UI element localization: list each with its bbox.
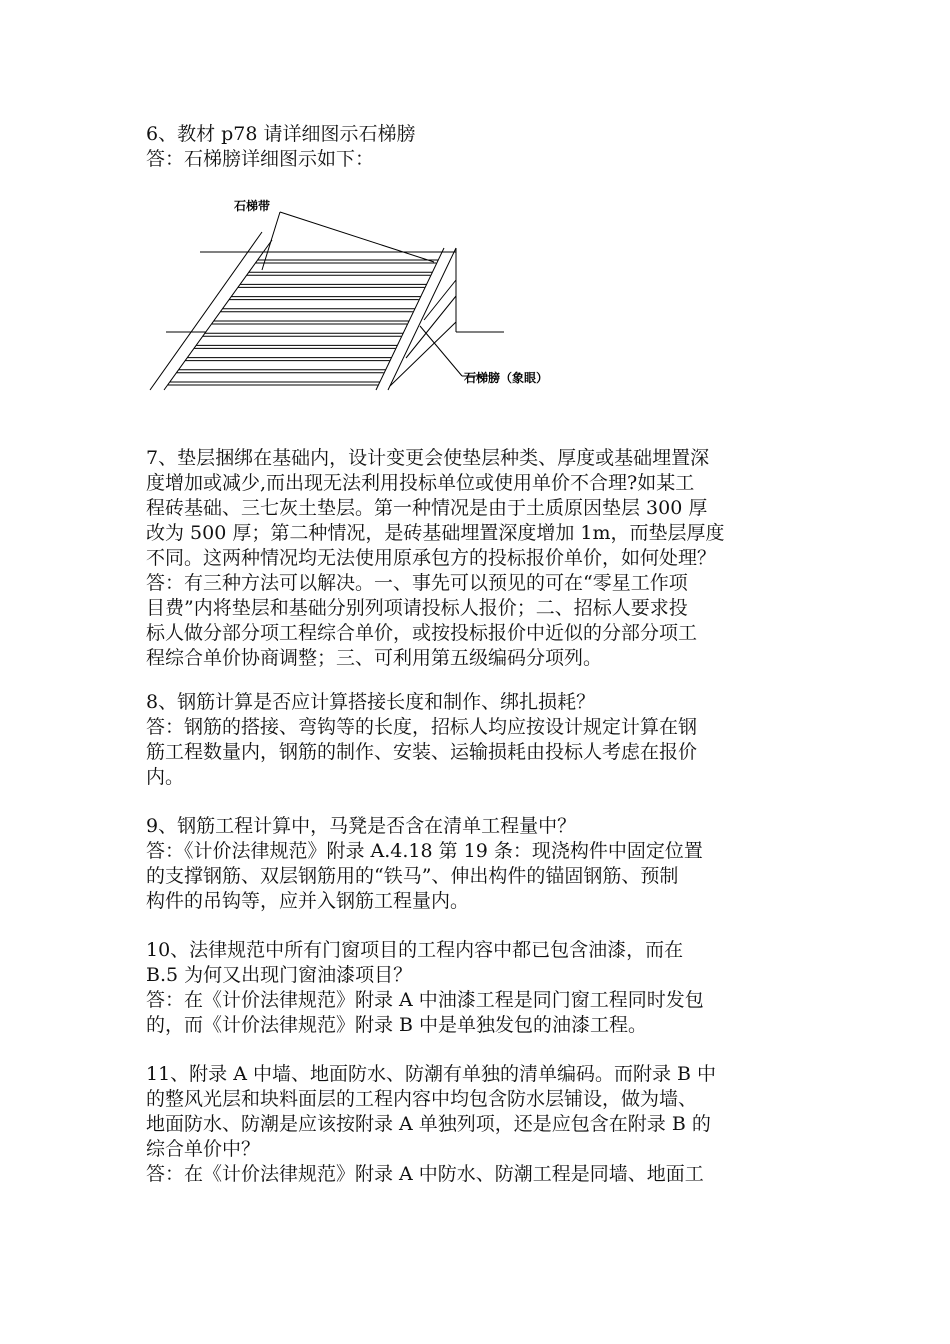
- q9-line: 9、钢筋工程计算中，马凳是否含在清单工程量中？: [146, 815, 577, 837]
- q8-line: 筋工程数量内，钢筋的制作、安装、运输损耗由投标人考虑在报价: [146, 741, 698, 763]
- answer-6-text: 答：石梯膀详细图示如下：: [146, 148, 375, 170]
- q7-line: 度增加或减少,而出现无法利用投标单位或使用单价不合理?如某工: [146, 472, 695, 494]
- hatch-line: [390, 322, 456, 386]
- stone-stair-diagram: [144, 190, 574, 400]
- q11-line: 11、附录 A 中墙、地面防水、防潮有单独的清单编码。而附录 B 中: [146, 1063, 717, 1085]
- label-stone-stair-side: 石梯膀（象眼）: [464, 371, 549, 385]
- hatch-line: [406, 296, 456, 358]
- question-6-text: 6、教材 p78 请详细图示石梯膀: [146, 123, 416, 145]
- q9-line: 的支撑钢筋、双层钢筋用的“铁马”、伸出构件的锚固钢筋、预制: [146, 865, 679, 887]
- question-8: [146, 690, 816, 790]
- q7-line: 7、垫层捆绑在基础内，设计变更会使垫层种类、厚度或基础埋置深: [146, 447, 710, 469]
- label-stone-stair-band: 石梯带: [234, 199, 271, 213]
- q10-line: B.5 为何又出现门窗油漆项目？: [146, 964, 413, 986]
- q8-line: 8、钢筋计算是否应计算搭接长度和制作、绑扎损耗？: [146, 691, 596, 713]
- question-7: [146, 446, 816, 671]
- q10-line: 的，而《计价法律规范》附录 B 中是单独发包的油漆工程。: [146, 1014, 648, 1036]
- question-6: [146, 122, 816, 172]
- q11-line: 综合单价中？: [146, 1138, 261, 1160]
- question-11: [146, 1062, 816, 1187]
- question-10: [146, 938, 816, 1038]
- q9-line: 答：《计价法律规范》附录 A.4.18 第 19 条：现浇构件中固定位置: [146, 840, 703, 862]
- question-9: [146, 814, 816, 914]
- q7-line: 标人做分部分项工程综合单价，或按投标报价中近似的分部分项工: [146, 622, 698, 644]
- q11-line: 的整风光层和块料面层的工程内容中均包含防水层铺设，做为墙、: [146, 1088, 698, 1110]
- hatch-line: [424, 280, 456, 320]
- q7-line: 答：有三种方法可以解决。一、事先可以预见的可在“零星工作项: [146, 572, 688, 594]
- q7-line: 不同。这两种情况均无法使用原承包方的投标报价单价，如何处理？: [146, 547, 717, 569]
- q10-line: 答：在《计价法律规范》附录 A 中油漆工程是同门窗工程同时发包: [146, 989, 704, 1011]
- stair-treads: [168, 260, 438, 385]
- q11-line: 地面防水、防潮是应该按附录 A 单独列项，还是应包含在附录 B 的: [146, 1113, 711, 1135]
- left-stringer-outer: [150, 232, 262, 390]
- right-stringer-inner: [388, 248, 456, 390]
- q8-line: 内。: [146, 766, 185, 788]
- leader-top-2: [280, 212, 434, 262]
- stone-stair-figure: [144, 190, 574, 400]
- leader-top-1: [262, 212, 280, 270]
- q8-line: 答：钢筋的搭接、弯钩等的长度，招标人均应按设计规定计算在钢: [146, 716, 698, 738]
- q7-line: 改为 500 厚；第二种情况，是砖基础埋置深度增加 1m，而垫层厚度: [146, 522, 725, 544]
- q7-line: 程砖基础、三七灰土垫层。第一种情况是由于土质原因垫层 300 厚: [146, 497, 708, 519]
- q7-line: 程综合单价协商调整；三、可利用第五级编码分项列。: [146, 647, 603, 669]
- right-stringer-outer: [376, 248, 444, 390]
- q9-line: 构件的吊钩等，应并入钢筋工程量内。: [146, 890, 470, 912]
- q10-line: 10、法律规范中所有门窗项目的工程内容中都已包含油漆，而在: [146, 939, 684, 961]
- q11-line: 答：在《计价法律规范》附录 A 中防水、防潮工程是同墙、地面工: [146, 1163, 704, 1185]
- q7-line: 目费”内将垫层和基础分别列项请投标人报价；二、招标人要求投: [146, 597, 688, 619]
